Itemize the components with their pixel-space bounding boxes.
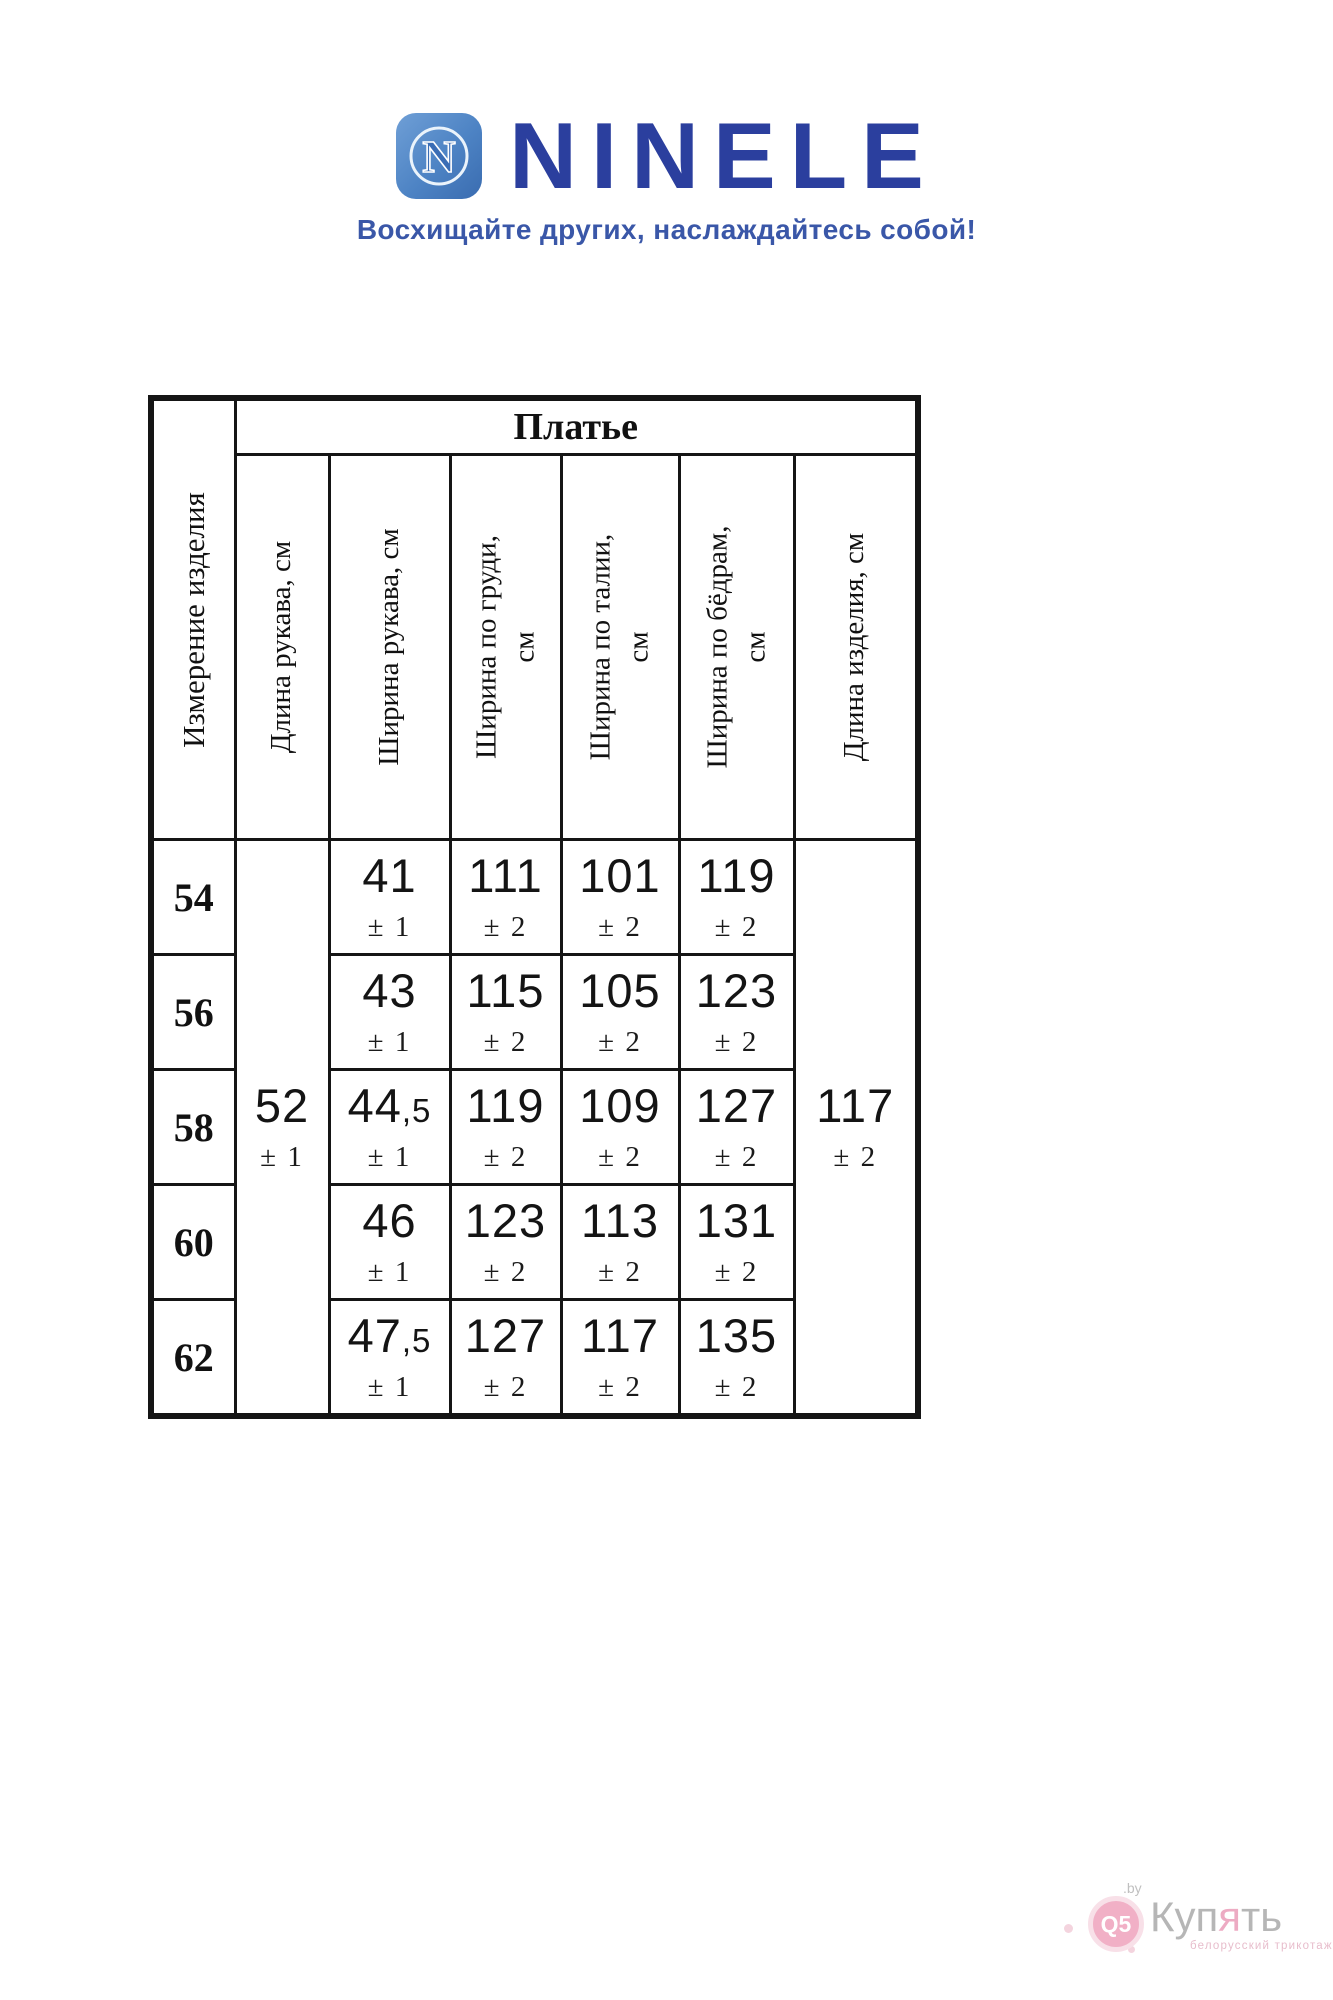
value: 131	[695, 1194, 778, 1247]
sleeve-width-cell	[329, 1070, 450, 1185]
col-header-label-line2: см	[622, 631, 654, 663]
tolerance: ± 2	[598, 1371, 642, 1403]
tolerance: ± 2	[483, 1141, 528, 1173]
q5-by-label: .by	[1120, 1880, 1145, 1896]
sleeve-width-cell	[329, 840, 450, 955]
table-row-size-54	[151, 840, 918, 955]
q5-badge-icon	[1088, 1896, 1144, 1952]
col-header-label: Ширина по груди,	[469, 535, 502, 759]
waist-width-cell	[561, 840, 679, 955]
col-header-sleeve-width	[329, 455, 450, 840]
brand-name: NINELE	[509, 103, 938, 208]
svg-text:N: N	[422, 131, 456, 182]
value: 43	[362, 964, 417, 1017]
col-header-waist-width	[561, 455, 679, 840]
tolerance: ± 2	[598, 1141, 642, 1173]
tolerance: ± 2	[483, 1256, 528, 1288]
ninele-logo-icon	[395, 112, 483, 200]
tolerance: ± 1	[367, 1256, 412, 1288]
col-header-label: Ширина по талии,	[584, 533, 617, 761]
value: 119	[697, 849, 776, 902]
hips-width-cell	[679, 955, 794, 1070]
hips-width-cell	[679, 1070, 794, 1185]
size-label: 56	[151, 955, 235, 1070]
col-header-chest-width	[450, 455, 561, 840]
chest-width-cell	[450, 1185, 561, 1300]
col-header-product-length	[794, 455, 918, 840]
tolerance: ± 2	[598, 1256, 642, 1288]
col-header-sleeve-length	[235, 455, 329, 840]
value-suffix: ,5	[401, 1322, 432, 1359]
col-header-label: Длина рукава, см	[265, 540, 298, 754]
hips-width-cell	[679, 1300, 794, 1417]
tolerance: ± 2	[833, 1141, 878, 1173]
hips-width-cell	[679, 1185, 794, 1300]
waist-width-cell	[561, 1185, 679, 1300]
col-header-label-line2: см	[738, 631, 771, 663]
tolerance: ± 2	[714, 1256, 759, 1288]
size-label: 54	[151, 840, 235, 955]
chest-width-cell	[450, 840, 561, 955]
sleeve-width-cell	[329, 1300, 450, 1417]
brand-header	[0, 103, 1333, 246]
chest-width-cell	[450, 1300, 561, 1417]
tolerance: ± 2	[714, 911, 759, 943]
value: 115	[466, 964, 545, 1017]
brand-tagline: Восхищайте других, наслаждайтесь собой!	[356, 214, 977, 245]
value: 117	[581, 1309, 659, 1362]
sleeve-width-cell	[329, 1185, 450, 1300]
corner-header: Измерение изделия	[175, 491, 211, 748]
watermark-name-post: ть	[1240, 1893, 1283, 1940]
value: 44	[347, 1079, 402, 1132]
tolerance: ± 1	[367, 911, 412, 943]
column-headers-row	[151, 455, 918, 840]
size-table	[148, 395, 921, 1419]
value: 111	[468, 849, 543, 902]
waist-width-cell	[561, 955, 679, 1070]
tolerance: ± 1	[367, 1371, 412, 1403]
chest-width-cell	[450, 955, 561, 1070]
value: 41	[362, 849, 417, 902]
size-label: 58	[151, 1070, 235, 1185]
col-header-label: Длина изделия, см	[838, 532, 871, 762]
col-header-hips-width	[679, 455, 794, 840]
tolerance: ± 2	[598, 911, 642, 943]
value: 101	[579, 849, 661, 902]
col-header-label: Ширина рукава, см	[372, 528, 405, 766]
tolerance: ± 1	[260, 1141, 304, 1173]
product-length-merged-cell	[794, 840, 918, 1417]
corner-header-cell	[151, 398, 235, 840]
value: 52	[254, 1079, 310, 1132]
product-header: Платье	[235, 398, 918, 455]
tolerance: ± 2	[714, 1371, 759, 1403]
sleeve-width-cell	[329, 955, 450, 1070]
value: 47	[347, 1309, 402, 1362]
watermark-name-pre: Куп	[1150, 1893, 1219, 1940]
tolerance: ± 1	[367, 1026, 412, 1058]
value: 123	[695, 964, 778, 1017]
value: 127	[464, 1309, 547, 1362]
value: 119	[466, 1079, 545, 1132]
chest-width-cell	[450, 1070, 561, 1185]
tolerance: ± 2	[483, 911, 528, 943]
waist-width-cell	[561, 1070, 679, 1185]
col-header-label-line2: см	[507, 631, 540, 663]
product-header-row	[151, 398, 918, 455]
q5-badge-text: Q5	[1100, 1910, 1132, 1937]
tolerance: ± 2	[598, 1026, 642, 1058]
value: 109	[579, 1079, 661, 1132]
size-label: 62	[151, 1300, 235, 1417]
q5-watermark	[1058, 1872, 1333, 1977]
tolerance: ± 1	[367, 1141, 412, 1173]
watermark-name-accent: я	[1218, 1893, 1241, 1940]
hips-width-cell	[679, 840, 794, 955]
tolerance: ± 2	[714, 1026, 759, 1058]
tolerance: ± 2	[714, 1141, 759, 1173]
col-header-label: Ширина по бёдрам,	[700, 525, 733, 769]
watermark-dot	[1064, 1924, 1073, 1933]
size-label: 60	[151, 1185, 235, 1300]
tolerance: ± 2	[483, 1026, 528, 1058]
value: 46	[362, 1194, 417, 1247]
value: 117	[816, 1079, 895, 1132]
sleeve-length-merged-cell	[235, 840, 329, 1417]
watermark-name	[1150, 1893, 1283, 1940]
watermark-subtitle: белорусский трикотаж	[1190, 1940, 1333, 1952]
value: 113	[581, 1194, 659, 1247]
value: 135	[695, 1309, 778, 1362]
logo-row	[395, 103, 938, 208]
tolerance: ± 2	[483, 1371, 528, 1403]
value: 123	[464, 1194, 547, 1247]
waist-width-cell	[561, 1300, 679, 1417]
value: 105	[579, 964, 661, 1017]
value: 127	[695, 1079, 778, 1132]
value-suffix: ,5	[401, 1092, 432, 1129]
